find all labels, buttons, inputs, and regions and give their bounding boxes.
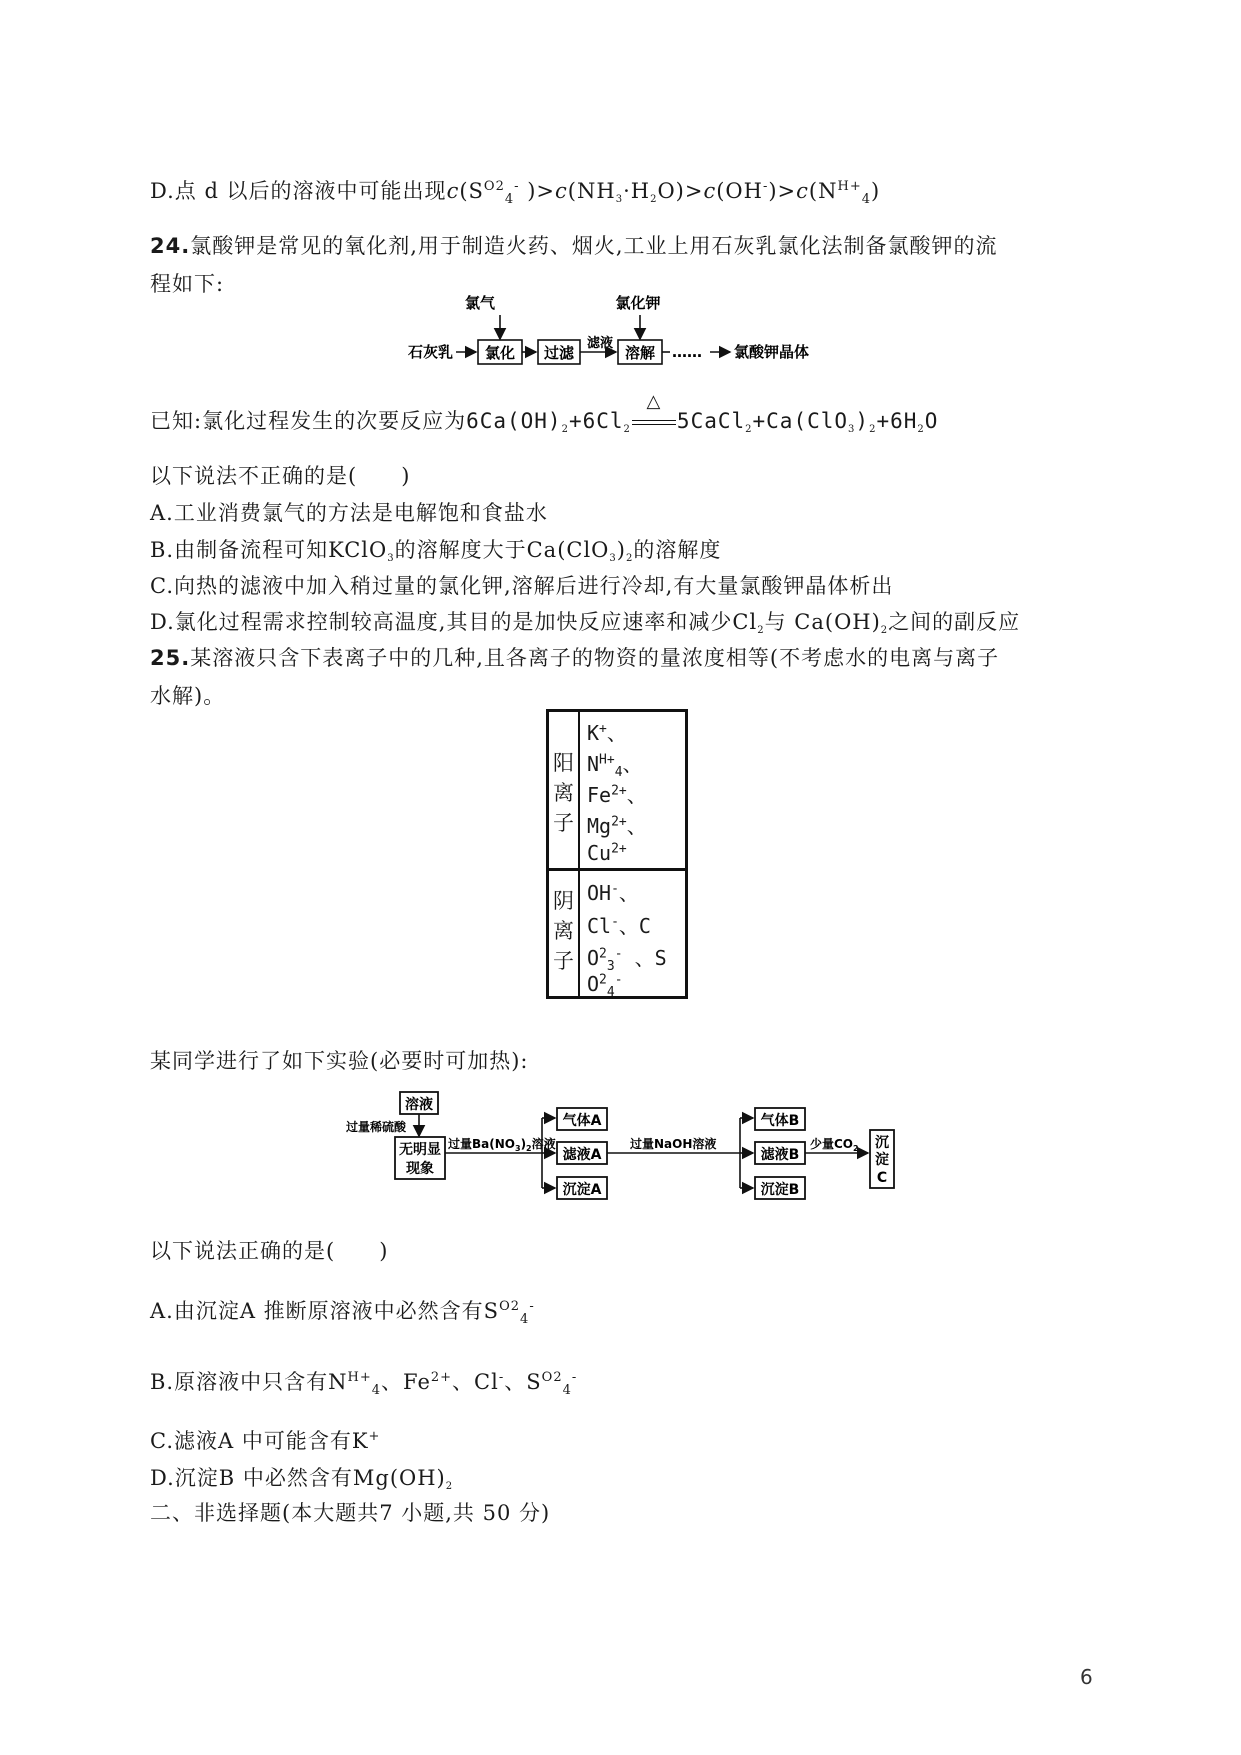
anion-oh: OH-、 bbox=[587, 881, 639, 905]
anion-co3: $O^2_3^-$ 、S bbox=[587, 946, 667, 974]
cation-mg: $Mg^{2+}$、 bbox=[587, 814, 647, 838]
q24-option-d: D.氯化过程需求控制较高温度,其目的是加快反应速率和减少$Cl_2$与 $Ca(OH)_2$之间的副反应 bbox=[150, 610, 1021, 636]
cation-cu: $Cu^{2+}$ bbox=[587, 841, 627, 865]
q24-option-c: C.向热的滤液中加入稍过量的氯化钾,溶解后进行冷却,有大量氯酸钾晶体析出 bbox=[150, 574, 894, 598]
q25-flowchart bbox=[340, 1090, 900, 1220]
flow-kcl: 氯化钾 bbox=[615, 294, 661, 312]
q24-stem-line1: 24.氯酸钾是常见的氧化剂,用于制造火药、烟火,工业上用石灰乳氯化法制备氯酸钾的流 bbox=[150, 234, 998, 258]
svg-text:现象: 现象 bbox=[406, 1161, 434, 1177]
flow-chlorine: 氯气 bbox=[464, 294, 496, 312]
q25-option-b: B.原溶液中只含有$N^{H+}_4$、$Fe^{2+}$、Cl-、$S^{O2}_4^-$ bbox=[150, 1370, 578, 1399]
svg-text:沉淀B: 沉淀B bbox=[760, 1182, 800, 1198]
svg-text:溶解: 溶解 bbox=[624, 344, 656, 362]
anion-cl: Cl-、C bbox=[587, 914, 651, 938]
svg-text:过滤: 过滤 bbox=[543, 344, 575, 362]
svg-text:滤液B: 滤液B bbox=[760, 1147, 800, 1163]
q24-stem-line2: 程如下: bbox=[150, 272, 225, 296]
svg-text:无明显: 无明显 bbox=[399, 1142, 441, 1158]
q25-stem-line1: 25.某溶液只含下表离子中的几种,且各离子的物资的量浓度相等(不考虑水的电离与离子 bbox=[150, 646, 1000, 670]
flow-filtrate: 滤液 bbox=[586, 336, 614, 351]
svg-text:气体B: 气体B bbox=[760, 1113, 800, 1129]
svg-text:……: …… bbox=[672, 343, 702, 361]
flow-product: 氯酸钾晶体 bbox=[734, 343, 810, 361]
svg-text:溶液: 溶液 bbox=[405, 1097, 433, 1113]
q24-flowchart bbox=[400, 293, 840, 373]
svg-text:氯化: 氯化 bbox=[484, 344, 516, 362]
svg-text:气体A: 气体A bbox=[562, 1113, 602, 1129]
section-2-heading: 二、非选择题(本大题共7 小题,共 50 分) bbox=[150, 1501, 551, 1525]
flow-naoh: 过量NaOH溶液 bbox=[630, 1137, 717, 1151]
svg-text:滤液A: 滤液A bbox=[562, 1147, 602, 1163]
q24-known: 已知:氯化过程发生的次要反应为$6Ca(OH)_2+6Cl_2$ △ $5CaCl_2+Ca(ClO_3)_2+6H_2O$ bbox=[150, 391, 939, 435]
flow-h2so4: 过量稀硫酸 bbox=[346, 1120, 407, 1134]
flow-co2: 少量$CO_2$ bbox=[810, 1137, 859, 1153]
q24-option-b: B.由制备流程可知KClO$_3$的溶解度大于$Ca(ClO_3)_2$的溶解度 bbox=[150, 538, 722, 564]
cation-header: 阳 离 子 bbox=[553, 751, 574, 835]
q25-stem-line2: 水解)。 bbox=[150, 684, 226, 708]
q24-option-a: A.工业消费氯气的方法是电解饱和食盐水 bbox=[150, 501, 548, 525]
anion-header: 阴 离 子 bbox=[553, 889, 574, 973]
q23-option-d: D.点 d 以后的溶液中可能出现$c(S^{O2}_4^-$ )$>c(NH_3\cdot H_2O)>c(OH^-)>c(N^{H+}_4)$ bbox=[150, 179, 881, 208]
q24-question: 以下说法不正确的是( ) bbox=[150, 464, 411, 488]
svg-text:沉: 沉 bbox=[875, 1135, 889, 1151]
q25-option-d: D.沉淀B 中必然含有$Mg(OH)_2$ bbox=[150, 1466, 454, 1492]
svg-text:淀: 淀 bbox=[875, 1152, 889, 1168]
anion-so4: $O^2_4^-$ bbox=[587, 972, 623, 1000]
svg-text:沉淀A: 沉淀A bbox=[562, 1182, 602, 1198]
cation-fe: $Fe^{2+}$、 bbox=[587, 783, 647, 807]
q25-option-c: C.滤液A 中可能含有K+ bbox=[150, 1429, 381, 1453]
q25-question: 以下说法正确的是( ) bbox=[150, 1239, 389, 1263]
ion-table-divider bbox=[546, 868, 688, 871]
question-number: 25. bbox=[150, 646, 191, 670]
cation-k: K+、 bbox=[587, 721, 627, 745]
q25-option-a: A.由沉淀A 推断原溶液中必然含有$S^{O2}_4^-$ bbox=[150, 1299, 535, 1328]
flow-lime: 石灰乳 bbox=[408, 343, 454, 361]
flow-bano3: 过量$Ba(NO_3)_2$溶液 bbox=[448, 1137, 556, 1153]
svg-text:C: C bbox=[876, 1170, 888, 1186]
q25-experiment-text: 某同学进行了如下实验(必要时可加热): bbox=[150, 1049, 529, 1073]
ion-table-col-divider bbox=[578, 712, 580, 996]
page-number: 6 bbox=[1080, 1665, 1093, 1689]
question-number: 24. bbox=[150, 234, 191, 258]
cation-nh4: $N^{H+}_4$、 bbox=[587, 752, 643, 780]
